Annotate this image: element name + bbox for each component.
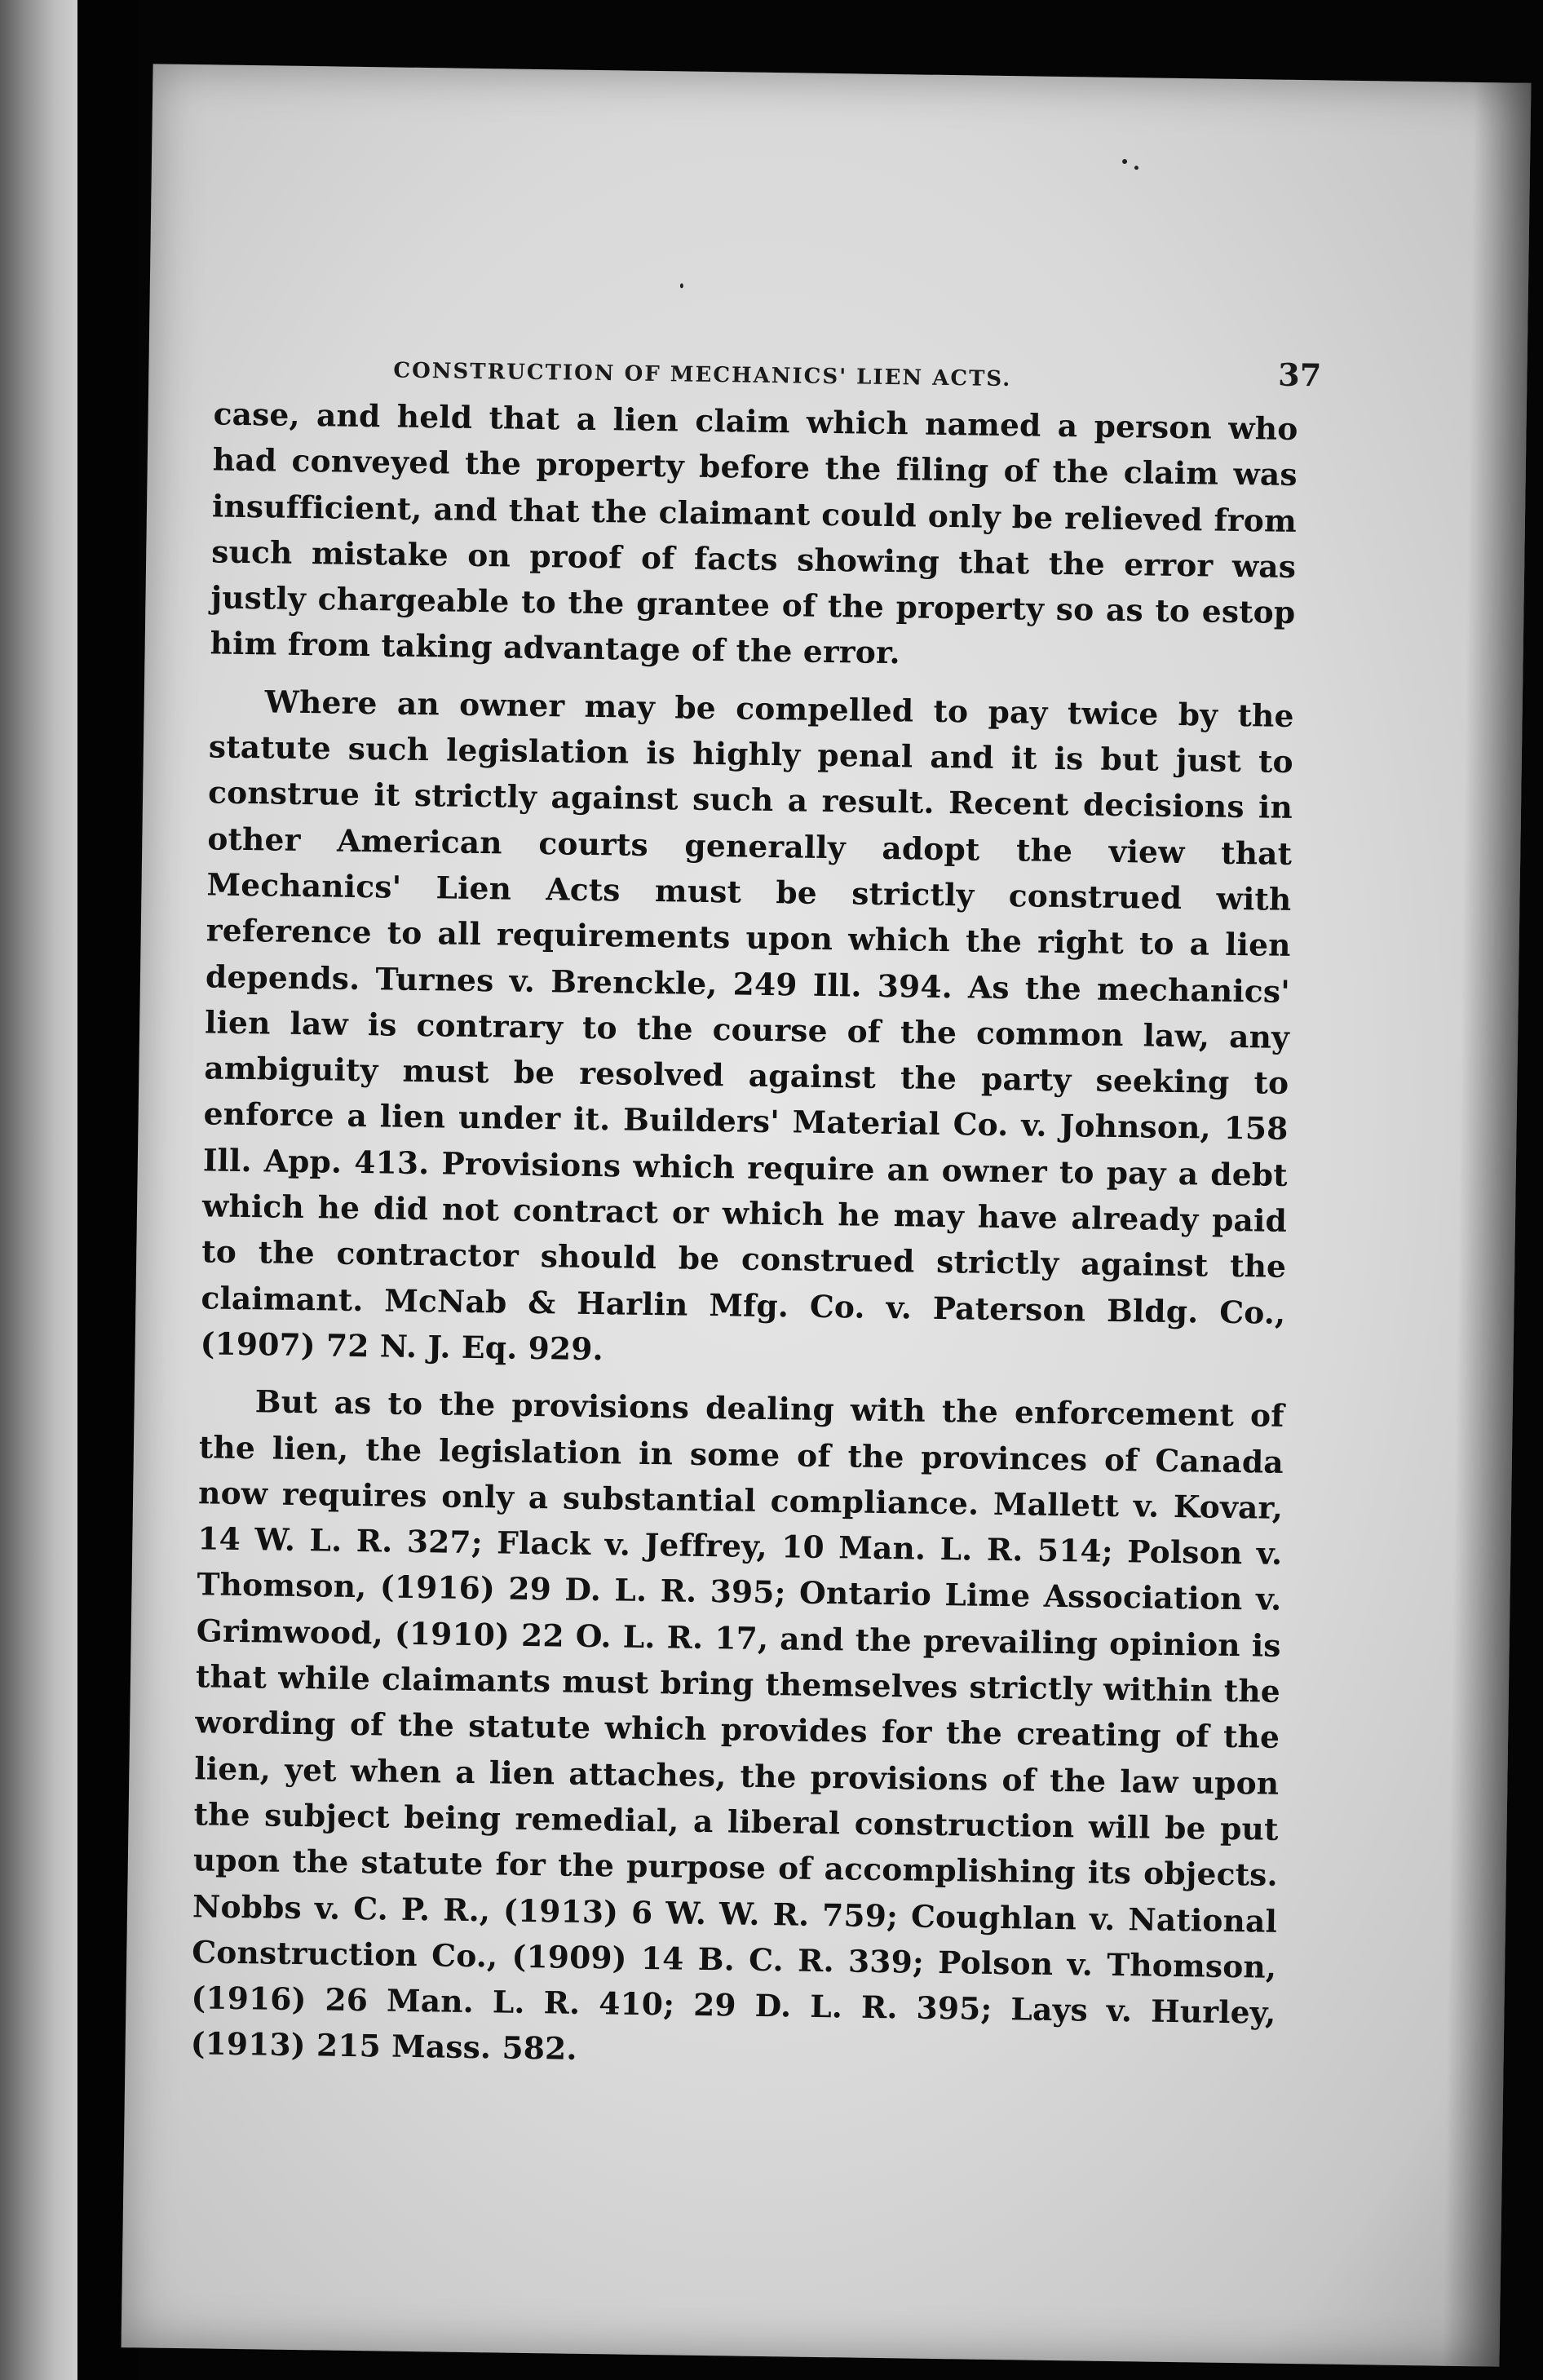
specks xyxy=(680,283,683,288)
page-number: 37 xyxy=(1277,356,1322,394)
paragraph-substantial-compliance: But as to the provisions dealing with the enforcement of the lien, the legislation in some of the provinces of Canada now requires only a substantial compliance. Mallett v. Kovar, 14 W. L. R. 327; Flack v. Jeffrey, 10 Man. L. R. 514; Polson v. Thomson, (1916) 29 D. L. R. 395; Ontario Lime Association v. Grimwood, (1910) 22 O. L. R. 17, and the prevailing opinion is that while claimants must bring themselves strictly within the wording of the statute which provides for the creating of the lien, yet when a lien attaches, the provisions of the law upon the subject being remedial, a liberal construction will be put upon the statute for the purpose of accomplishing its objects. Nobbs v. C. P. R., (1913) 6 W. W. R. 759; Coughlan v. National Construction Co., (1909) 14 B. C. R. 339; Polson v. Thomson, (1916) 26 Man. L. R. 410; 29 D. L. R. 395; Lays v. Hurley, (1913) 215 Mass. 582. xyxy=(190,1383,1284,2068)
paragraph-strict-construction: Where an owner may be compelled to pay twice by the statute such legislation is highly penal and it is but just to construe it strictly against such a result. Recent decisions in other American courts generally adopt the view that Mechanics' Lien Acts must be strictly construed with reference to all requirements upon which the right to a lien depends. Turnes v. Brenckle, 249 Ill. 394. As the mechanics' lien law is contrary to the course of the common law, any ambiguity must be resolved against the party seeking to enforce a lien under it. Builders' Material Co. v. Johnson, 158 Ill. App. 413. Provisions which require an owner to pay a debt which he did not contract or which he may have already paid to the contractor should be construed strictly against the claimant. McNab & Harlin Mfg. Co. v. Paterson Bldg. Co., (1907) 72 N. J. Eq. 929. xyxy=(200,683,1294,1368)
adjacent-page-edge xyxy=(0,0,77,2380)
specks xyxy=(1134,166,1138,170)
page-text-block xyxy=(190,334,1322,2093)
book-page xyxy=(122,64,1532,2366)
specks xyxy=(1122,159,1127,164)
paragraph-continuation: case, and held that a lien claim which named a person who had conveyed the property before the filing of the claim was insufficient, and that the claimant could only be relieved from such mistake on proof of facts showing that the error was justly chargeable to the grantee of the property so as to estop him from taking advantage of the error. xyxy=(210,396,1298,671)
page-edge-shadow xyxy=(1442,82,1531,2367)
running-title: CONSTRUCTION OF MECHANICS' LIEN ACTS. xyxy=(393,358,1012,392)
